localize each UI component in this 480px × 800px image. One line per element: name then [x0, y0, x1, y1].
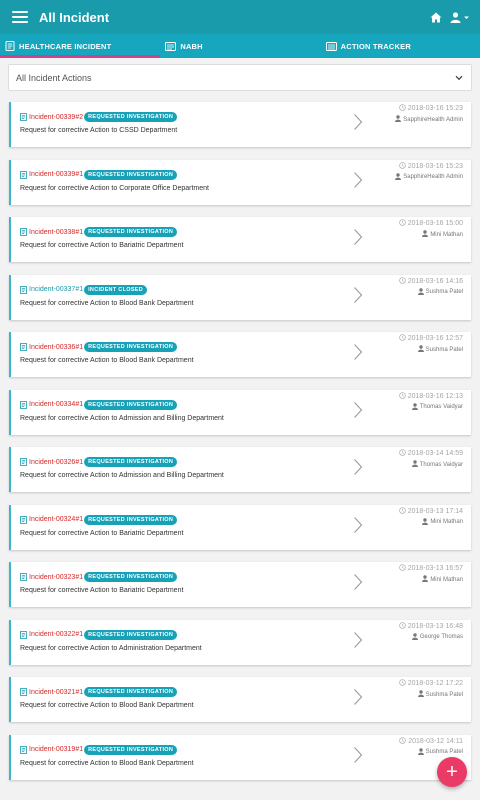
status-badge: INCIDENT CLOSED — [84, 285, 147, 295]
document-icon — [20, 401, 27, 409]
chevron-right-icon — [353, 688, 363, 711]
home-icon[interactable] — [430, 12, 442, 23]
status-badge: REQUESTED INVESTIGATION — [84, 400, 177, 410]
incident-id: Incident-00322#1 — [29, 631, 84, 638]
incident-description: Request for corrective Action to Bariatric Department — [20, 242, 184, 249]
incident-id: Incident-00334#1 — [29, 401, 84, 408]
clock-icon — [399, 679, 406, 688]
document-icon — [20, 458, 27, 466]
incident-user: Mini Mathan — [430, 519, 463, 525]
user-icon — [412, 460, 418, 469]
status-badge: REQUESTED INVESTIGATION — [84, 630, 177, 640]
tab-action-tracker[interactable] — [320, 34, 480, 58]
clock-icon — [399, 737, 406, 746]
status-badge: REQUESTED INVESTIGATION — [84, 572, 177, 582]
incident-user: Thomas Vaidyar — [419, 461, 463, 468]
status-badge: REQUESTED INVESTIGATION — [84, 227, 177, 237]
incident-card[interactable] — [9, 677, 471, 722]
clock-icon — [399, 449, 406, 458]
status-badge: REQUESTED INVESTIGATION — [84, 745, 177, 755]
chevron-right-icon — [353, 286, 363, 309]
chevron-right-icon — [353, 113, 363, 136]
incident-user: Sushma Patel — [425, 749, 463, 755]
status-badge: REQUESTED INVESTIGATION — [84, 112, 177, 122]
status-badge: REQUESTED INVESTIGATION — [84, 687, 177, 697]
status-badge: REQUESTED INVESTIGATION — [84, 170, 177, 180]
user-icon — [422, 230, 428, 239]
incident-id: Incident-00339#2 — [29, 113, 84, 121]
incident-card[interactable] — [9, 562, 471, 607]
incident-id: Incident-00324#1 — [29, 516, 84, 523]
incident-date: 2018-03-13 16:57 — [407, 565, 463, 572]
document-image-icon — [165, 42, 176, 51]
user-icon — [412, 403, 418, 412]
document-icon — [20, 171, 27, 179]
document-icon — [20, 228, 27, 236]
user-icon — [418, 345, 424, 354]
status-badge: REQUESTED INVESTIGATION — [84, 457, 177, 467]
incident-card[interactable] — [9, 447, 471, 492]
add-incident-button[interactable]: + — [437, 757, 467, 787]
tracker-icon — [326, 42, 337, 51]
chevron-right-icon — [353, 343, 363, 366]
incident-id: Incident-00338#1 — [29, 228, 84, 236]
clock-icon — [399, 277, 406, 286]
user-icon — [395, 173, 401, 182]
incident-date: 2018-03-16 12:13 — [407, 392, 463, 400]
incident-description: Request for corrective Action to Bariatric Department — [20, 529, 184, 537]
incident-card[interactable] — [9, 620, 471, 665]
incident-user: SapphireHealth Admin — [403, 174, 463, 180]
incident-description: Request for corrective Action to Blood Bank Department — [20, 299, 194, 307]
incident-id: Incident-00321#1 — [29, 688, 84, 696]
incident-date: 2018-03-13 16:48 — [407, 622, 463, 630]
tab-bar — [0, 34, 480, 58]
tab-label: HEALTHCARE INCIDENT — [19, 41, 112, 51]
document-icon — [20, 343, 27, 351]
incident-id: Incident-00326#1 — [29, 458, 84, 466]
clock-icon — [399, 162, 406, 171]
clock-icon — [399, 507, 406, 516]
chevron-right-icon — [353, 171, 363, 194]
user-icon — [418, 288, 424, 297]
incident-date: 2018-03-16 12:57 — [407, 335, 463, 342]
incident-date: 2018-03-12 14:11 — [408, 737, 463, 745]
incident-date: 2018-03-16 15:23 — [407, 162, 463, 170]
chevron-right-icon — [353, 746, 363, 769]
chevron-right-icon — [353, 516, 363, 539]
document-icon — [20, 746, 27, 754]
incident-id: Incident-00336#1 — [29, 343, 84, 351]
incident-card[interactable] — [9, 217, 471, 262]
incident-date: 2018-03-16 15:23 — [407, 105, 463, 112]
document-icon — [20, 286, 27, 294]
page-title: All Incident — [39, 9, 110, 25]
incident-user: Sushma Patel — [425, 289, 463, 295]
status-badge: REQUESTED INVESTIGATION — [84, 342, 177, 352]
user-menu-icon[interactable] — [450, 12, 470, 23]
document-icon — [20, 573, 27, 581]
document-icon — [20, 688, 27, 696]
incident-description: Request for corrective Action to Blood Bank Department — [20, 357, 194, 364]
incident-description: Request for corrective Action to Bariatric Department — [20, 587, 184, 594]
incident-id: Incident-00319#1 — [29, 746, 84, 753]
incident-description: Request for corrective Action to CSSD Department — [20, 127, 178, 134]
document-icon — [20, 516, 27, 524]
status-badge: REQUESTED INVESTIGATION — [84, 515, 177, 525]
incident-list — [0, 91, 480, 780]
incident-user: Mini Mathan — [430, 231, 463, 238]
incident-user: Mini Mathan — [430, 576, 463, 583]
clock-icon — [399, 334, 406, 343]
chevron-right-icon — [353, 573, 363, 596]
incident-user: Thomas Vaidyar — [419, 404, 463, 410]
incident-card[interactable] — [9, 102, 471, 147]
incident-date: 2018-03-16 14:16 — [407, 277, 463, 285]
incident-date: 2018-03-14 14:59 — [407, 450, 463, 457]
user-icon — [395, 115, 401, 124]
tab-nabh[interactable] — [159, 34, 319, 58]
incident-id: Incident-00323#1 — [29, 573, 84, 581]
incident-card[interactable] — [9, 332, 471, 377]
document-icon — [20, 113, 27, 121]
chevron-right-icon — [353, 458, 363, 481]
clock-icon — [399, 219, 406, 228]
incident-user: SapphireHealth Admin — [403, 116, 463, 123]
incident-description: Request for corrective Action to Admission and Billing Department — [20, 472, 224, 479]
document-icon — [20, 631, 27, 639]
user-icon — [418, 748, 424, 757]
incident-id: Incident-00337#1 — [29, 286, 84, 293]
incident-card[interactable] — [9, 160, 471, 205]
incident-description: Request for corrective Action to Blood Bank Department — [20, 759, 194, 767]
tab-label: ACTION TRACKER — [340, 41, 411, 51]
incident-card[interactable] — [9, 275, 471, 320]
incident-description: Request for corrective Action to Admission and Billing Department — [20, 414, 224, 422]
incident-card[interactable] — [9, 505, 471, 550]
dropdown-selected-value: All Incident Actions — [16, 72, 92, 83]
incident-user: Sushma Patel — [425, 691, 463, 698]
incident-date: 2018-03-13 17:14 — [407, 507, 463, 515]
menu-icon[interactable] — [12, 11, 28, 23]
user-icon — [422, 518, 428, 527]
incident-card[interactable] — [9, 735, 471, 780]
incident-description: Request for corrective Action to Corporate Office Department — [20, 184, 209, 192]
user-icon — [418, 690, 424, 699]
chevron-right-icon — [353, 401, 363, 424]
incident-id: Incident-00339#1 — [29, 171, 84, 178]
user-icon — [412, 633, 418, 642]
clock-icon — [399, 392, 406, 401]
document-list-icon — [5, 41, 15, 51]
clock-icon — [399, 104, 406, 113]
app-bar — [0, 0, 480, 34]
clock-icon — [399, 564, 406, 573]
user-icon — [422, 575, 428, 584]
incident-date: 2018-03-12 17:22 — [407, 680, 463, 687]
active-tab-indicator — [0, 55, 160, 58]
tab-label: NABH — [180, 41, 203, 51]
incident-user: Sushma Patel — [425, 346, 463, 353]
incident-card[interactable] — [9, 390, 471, 435]
chevron-right-icon — [353, 228, 363, 251]
incident-date: 2018-03-16 15:00 — [407, 220, 463, 227]
incident-description: Request for corrective Action to Blood Bank Department — [20, 702, 194, 709]
chevron-right-icon — [353, 631, 363, 654]
chevron-down-icon — [455, 73, 463, 83]
clock-icon — [399, 622, 406, 631]
incident-user: George Thomas — [419, 634, 463, 640]
incident-description: Request for corrective Action to Administration Department — [20, 644, 202, 652]
incident-actions-dropdown[interactable] — [8, 64, 472, 91]
